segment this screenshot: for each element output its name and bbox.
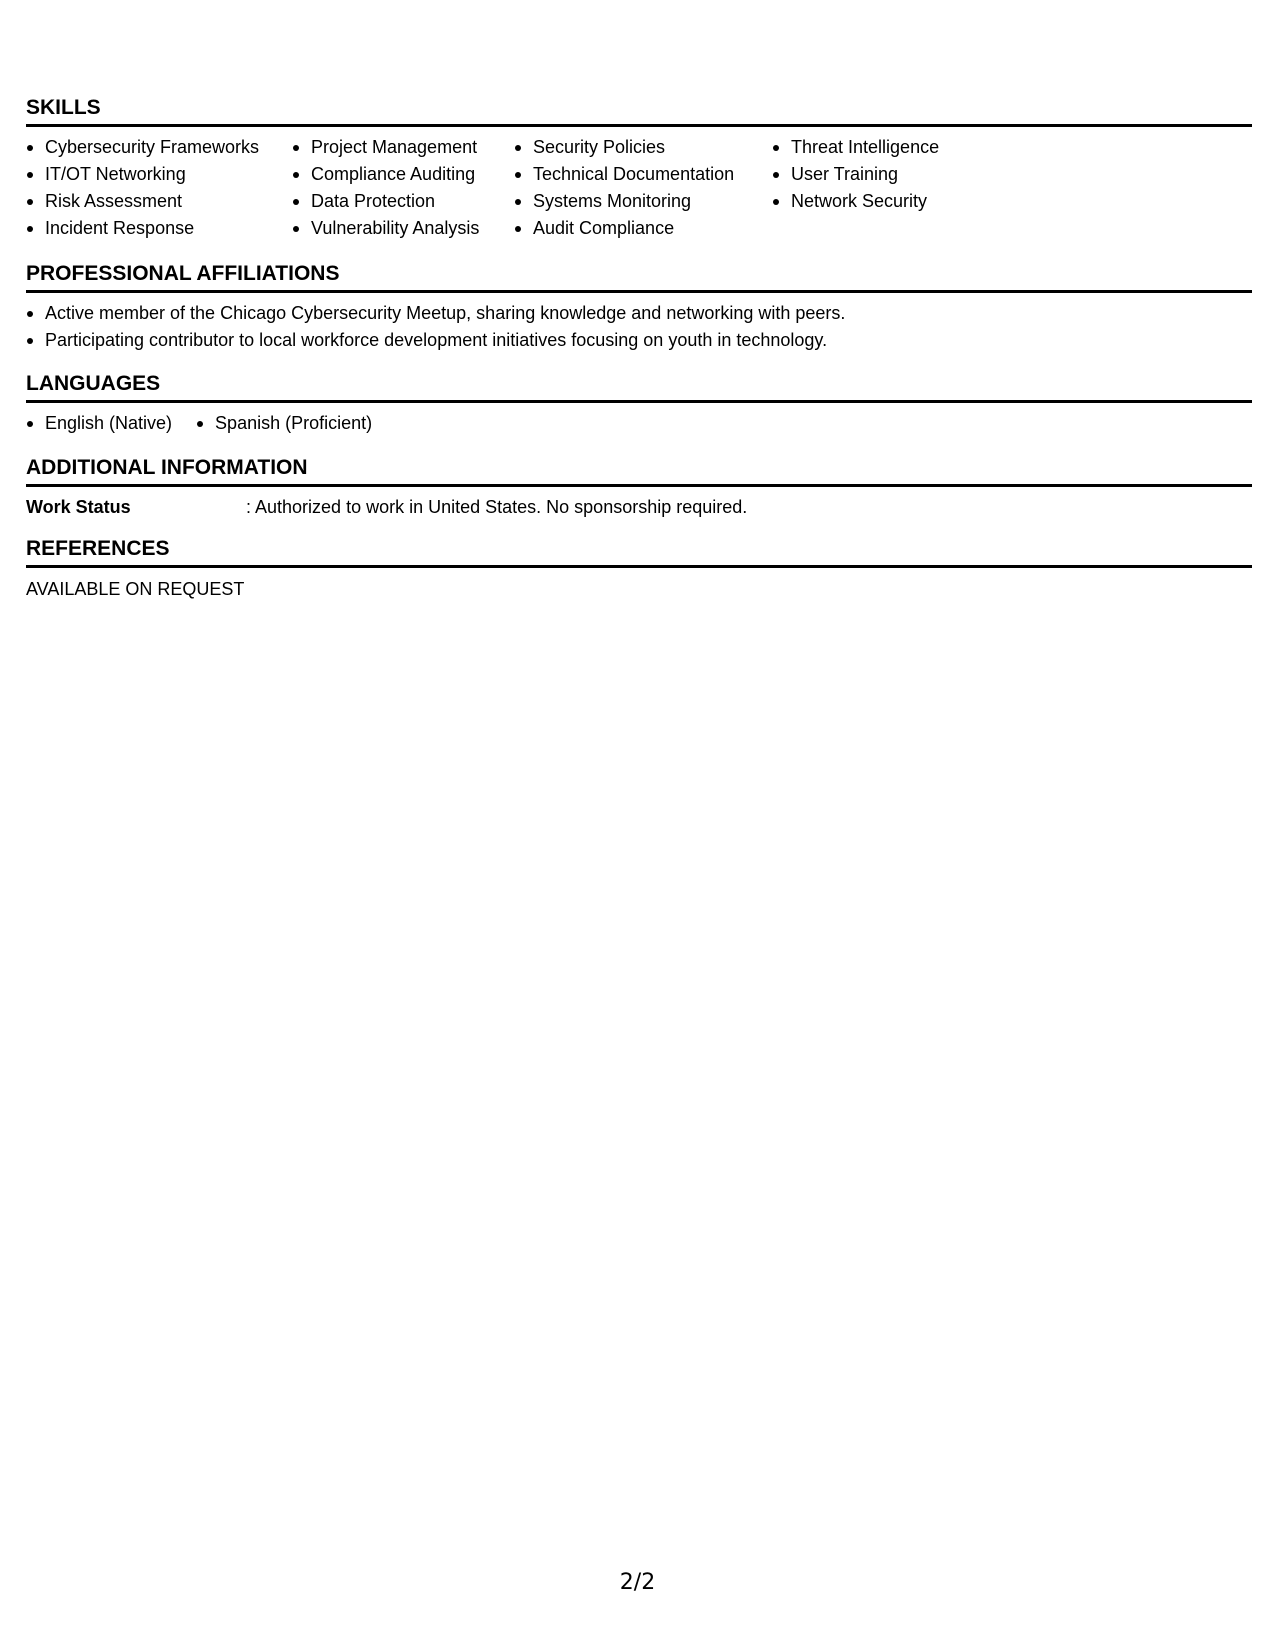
skills-section bbox=[26, 96, 1252, 242]
skill-item: Systems Monitoring bbox=[514, 188, 772, 215]
work-status-value: : Authorized to work in United States. No sponsorship required. bbox=[246, 497, 748, 517]
language-item: English (Native) bbox=[26, 410, 172, 437]
skills-column-3 bbox=[514, 134, 772, 242]
skills-grid bbox=[26, 134, 1252, 242]
work-status-row bbox=[26, 494, 1252, 521]
references-heading: REFERENCES bbox=[26, 537, 1252, 568]
references-section bbox=[26, 537, 1252, 603]
work-status-label: Work Status bbox=[26, 497, 131, 517]
skill-item: Project Management bbox=[292, 134, 514, 161]
skills-column-4 bbox=[772, 134, 1032, 242]
affiliations-list bbox=[26, 300, 1252, 354]
references-text: AVAILABLE ON REQUEST bbox=[26, 579, 245, 599]
skills-column-1 bbox=[26, 134, 292, 242]
skill-item: IT/OT Networking bbox=[26, 161, 292, 188]
skill-item: Data Protection bbox=[292, 188, 514, 215]
skill-item: Compliance Auditing bbox=[292, 161, 514, 188]
skills-heading: SKILLS bbox=[26, 96, 1252, 127]
skill-item: Threat Intelligence bbox=[772, 134, 1032, 161]
skill-item: Cybersecurity Frameworks bbox=[26, 134, 292, 161]
affiliation-item: Participating contributor to local workforce development initiatives focusing on youth in technology. bbox=[26, 327, 1252, 354]
affiliations-heading: PROFESSIONAL AFFILIATIONS bbox=[26, 262, 1252, 293]
additional-info-heading: ADDITIONAL INFORMATION bbox=[26, 456, 1252, 487]
skills-column-2 bbox=[292, 134, 514, 242]
skill-item: Network Security bbox=[772, 188, 1032, 215]
language-item: Spanish (Proficient) bbox=[196, 410, 372, 437]
skill-item: Security Policies bbox=[514, 134, 772, 161]
skill-item: Risk Assessment bbox=[26, 188, 292, 215]
languages-section bbox=[26, 372, 1252, 437]
skill-item: Incident Response bbox=[26, 215, 292, 242]
affiliations-section bbox=[26, 262, 1252, 354]
page-number: 2/2 bbox=[619, 1570, 656, 1595]
skill-item: Audit Compliance bbox=[514, 215, 772, 242]
additional-info-section bbox=[26, 456, 1252, 521]
languages-heading: LANGUAGES bbox=[26, 372, 1252, 403]
skill-item: User Training bbox=[772, 161, 1032, 188]
affiliation-item: Active member of the Chicago Cybersecurity Meetup, sharing knowledge and networking with peers. bbox=[26, 300, 1252, 327]
skill-item: Vulnerability Analysis bbox=[292, 215, 514, 242]
skill-item: Technical Documentation bbox=[514, 161, 772, 188]
languages-list bbox=[26, 410, 1252, 437]
